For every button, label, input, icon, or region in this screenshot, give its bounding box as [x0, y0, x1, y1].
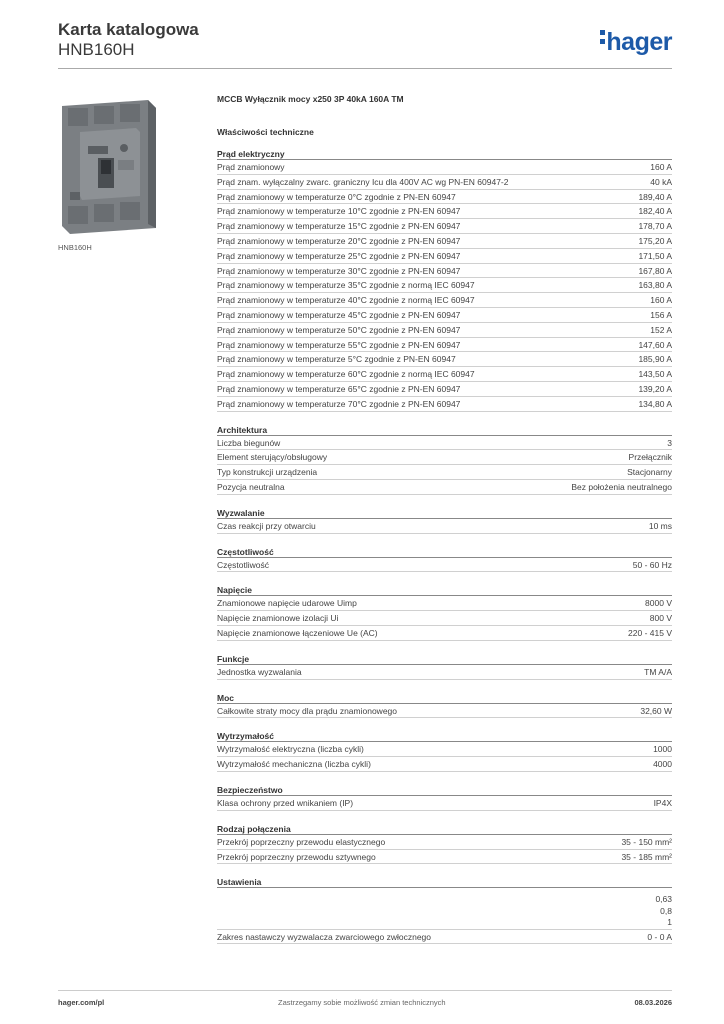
spec-value: 189,40 A	[638, 191, 672, 202]
spec-row	[217, 850, 672, 865]
spec-value: 134,80 A	[638, 398, 672, 409]
spec-label: Prąd znamionowy w temperaturze 60°C zgodnie z normą IEC 60947	[217, 369, 475, 380]
spec-label: Typ konstrukcji urządzenia	[217, 467, 318, 478]
spec-value: 800 V	[649, 613, 672, 624]
footer-website-link[interactable]: hager.com/pl	[58, 998, 105, 1007]
spec-label: Znamionowe napięcie udarowe Uimp	[217, 598, 357, 609]
spec-row	[217, 338, 672, 353]
spec-label: Prąd znamionowy w temperaturze 70°C zgodnie z PN-EN 60947	[217, 398, 461, 409]
spec-value: 139,20 A	[638, 383, 672, 394]
spec-value: 10 ms	[648, 520, 672, 531]
footer-divider	[58, 990, 672, 991]
spec-label: Napięcie znamionowe łączeniowe Ue (AC)	[217, 627, 378, 638]
document-title: Karta katalogowa	[58, 20, 199, 39]
spec-row	[217, 436, 672, 451]
spec-row	[217, 704, 672, 719]
spec-label: Liczba biegunów	[217, 437, 281, 448]
spec-section	[217, 782, 672, 821]
spec-value: 163,80 A	[638, 280, 672, 291]
spec-row	[217, 234, 672, 249]
spec-row	[217, 175, 672, 190]
spec-label: Prąd znamionowy w temperaturze 45°C zgodnie z PN-EN 60947	[217, 309, 461, 320]
spec-row	[217, 796, 672, 811]
spec-label: Prąd znamionowy w temperaturze 65°C zgodnie z PN-EN 60947	[217, 383, 461, 394]
spec-row	[217, 160, 672, 175]
spec-row	[217, 757, 672, 772]
spec-label: Częstotliwość	[217, 559, 269, 570]
spec-label: Wytrzymałość mechaniczna (liczba cykli)	[217, 759, 371, 770]
spec-label: Prąd znamionowy w temperaturze 35°C zgodnie z normą IEC 60947	[217, 280, 475, 291]
spec-value: 160 A	[650, 295, 672, 306]
section-title: Wytrzymałość	[217, 728, 672, 742]
spec-row	[217, 293, 672, 308]
spec-section-settings	[217, 874, 672, 943]
hager-logo[interactable]	[600, 28, 672, 57]
spec-section	[217, 728, 672, 782]
spec-label: Czas reakcji przy otwarciu	[217, 520, 316, 531]
section-title: Prąd elektryczny	[217, 146, 672, 160]
spec-label: Prąd znamionowy w temperaturze 5°C zgodnie z PN-EN 60947	[217, 354, 456, 365]
spec-value: 185,90 A	[638, 354, 672, 365]
spec-label: Przekrój poprzeczny przewodu sztywnego	[217, 851, 376, 862]
spec-section	[217, 544, 672, 583]
spec-label: Prąd znamionowy w temperaturze 40°C zgodnie z normą IEC 60947	[217, 295, 475, 306]
spec-row	[217, 465, 672, 480]
spec-label: Przekrój poprzeczny przewodu elastycznego	[217, 836, 386, 847]
section-title: Częstotliwość	[217, 544, 672, 558]
spec-row	[217, 626, 672, 641]
spec-label: Napięcie znamionowe izolacji Ui	[217, 613, 339, 624]
spec-value: Przełącznik	[628, 452, 672, 463]
section-title: Bezpieczeństwo	[217, 782, 672, 796]
settings-value: 1	[667, 917, 672, 928]
spec-row	[217, 204, 672, 219]
technical-properties-title: Właściwości techniczne	[217, 127, 314, 137]
footer-date: 08.03.2026	[634, 998, 672, 1007]
spec-row	[217, 558, 672, 573]
spec-value: 147,60 A	[638, 339, 672, 350]
spec-value: 143,50 A	[638, 369, 672, 380]
spec-value: 35 - 185 mm²	[621, 851, 672, 862]
product-image-caption: HNB160H	[58, 243, 92, 252]
spec-row	[217, 308, 672, 323]
spec-label: Prąd znamionowy w temperaturze 55°C zgodnie z PN-EN 60947	[217, 339, 461, 350]
spec-label: Całkowite straty mocy dla prądu znamionowego	[217, 705, 398, 716]
spec-label: Jednostka wyzwalania	[217, 666, 302, 677]
spec-value: 40 kA	[650, 176, 672, 187]
settings-multi-values	[217, 888, 672, 929]
section-title: Rodzaj połączenia	[217, 821, 672, 835]
spec-row	[217, 352, 672, 367]
spec-value: 4000	[653, 759, 672, 770]
spec-label: Prąd znam. wyłączalny zwarc. graniczny Icu dla 400V AC wg PN-EN 60947-2	[217, 176, 509, 187]
spec-label: Pozycja neutralna	[217, 481, 285, 492]
spec-row	[217, 219, 672, 234]
spec-row	[217, 611, 672, 626]
footer-disclaimer: Zastrzegamy sobie możliwość zmian technicznych	[278, 998, 446, 1007]
spec-row	[217, 397, 672, 412]
section-title: Ustawienia	[217, 874, 672, 888]
spec-section	[217, 821, 672, 875]
spec-value: 152 A	[650, 324, 672, 335]
header-divider	[58, 68, 672, 69]
spec-value: 0 - 0 A	[647, 931, 672, 942]
spec-value: 167,80 A	[638, 265, 672, 276]
spec-row	[217, 382, 672, 397]
spec-row	[217, 278, 672, 293]
spec-label: Prąd znamionowy w temperaturze 25°C zgodnie z PN-EN 60947	[217, 250, 461, 261]
spec-label: Klasa ochrony przed wnikaniem (IP)	[217, 797, 354, 808]
spec-value: 35 - 150 mm²	[621, 836, 672, 847]
spec-row	[217, 742, 672, 757]
spec-sections	[217, 146, 672, 874]
spec-value: IP4X	[653, 797, 672, 808]
spec-section	[217, 690, 672, 729]
spec-label: Prąd znamionowy w temperaturze 50°C zgodnie z PN-EN 60947	[217, 324, 461, 335]
spec-row	[217, 190, 672, 205]
spec-label: Prąd znamionowy w temperaturze 30°C zgodnie z PN-EN 60947	[217, 265, 461, 276]
spec-label: Wytrzymałość elektryczna (liczba cykli)	[217, 744, 364, 755]
spec-row	[217, 480, 672, 495]
spec-label: Element sterujący/obsługowy	[217, 452, 328, 463]
logo-text: hager	[606, 28, 672, 56]
section-title: Napięcie	[217, 582, 672, 596]
spec-value: 182,40 A	[638, 206, 672, 217]
spec-value: 175,20 A	[638, 235, 672, 246]
page-header	[58, 20, 672, 70]
spec-value: 8000 V	[645, 598, 672, 609]
spec-value: 3	[667, 437, 672, 448]
product-name: MCCB Wyłącznik mocy x250 3P 40kA 160A TM	[217, 94, 404, 104]
spec-label: Prąd znamionowy w temperaturze 0°C zgodnie z PN-EN 60947	[217, 191, 456, 202]
section-title: Moc	[217, 690, 672, 704]
spec-label: Prąd znamionowy w temperaturze 15°C zgodnie z PN-EN 60947	[217, 221, 461, 232]
spec-row	[217, 249, 672, 264]
logo-colon-icon	[600, 30, 606, 48]
spec-value: Stacjonarny	[627, 467, 672, 478]
spec-value: 178,70 A	[638, 221, 672, 232]
settings-value: 0,8	[660, 905, 672, 916]
spec-value: 32,60 W	[640, 705, 672, 716]
spec-value: 50 - 60 Hz	[632, 559, 672, 570]
spec-label: Prąd znamionowy w temperaturze 10°C zgodnie z PN-EN 60947	[217, 206, 461, 217]
spec-value: Bez położenia neutralnego	[571, 481, 672, 492]
spec-row	[217, 596, 672, 611]
spec-section	[217, 146, 672, 422]
spec-row	[217, 519, 672, 534]
spec-value: 220 - 415 V	[628, 627, 672, 638]
spec-value: 171,50 A	[638, 250, 672, 261]
spec-row	[217, 835, 672, 850]
spec-section	[217, 505, 672, 544]
spec-content	[217, 94, 672, 944]
spec-row	[217, 665, 672, 680]
spec-label: Zakres nastawczy wyzwalacza zwarciowego zwłocznego	[217, 931, 431, 942]
section-title: Wyzwalanie	[217, 505, 672, 519]
spec-section	[217, 422, 672, 505]
spec-row	[217, 450, 672, 465]
spec-value: 156 A	[650, 309, 672, 320]
spec-row	[217, 323, 672, 338]
spec-row	[217, 367, 672, 382]
section-title: Architektura	[217, 422, 672, 436]
spec-section	[217, 651, 672, 690]
spec-section	[217, 582, 672, 650]
spec-label: Prąd znamionowy	[217, 162, 285, 172]
spec-value: TM A/A	[644, 666, 672, 677]
spec-value: 1000	[653, 744, 672, 755]
spec-row	[217, 929, 672, 944]
spec-row	[217, 264, 672, 279]
document-subtitle: HNB160H	[58, 40, 135, 59]
spec-label: Prąd znamionowy w temperaturze 20°C zgodnie z PN-EN 60947	[217, 235, 461, 246]
product-image	[58, 96, 182, 236]
section-title: Funkcje	[217, 651, 672, 665]
settings-value: 0,63	[655, 894, 672, 905]
spec-value: 160 A	[650, 162, 672, 172]
